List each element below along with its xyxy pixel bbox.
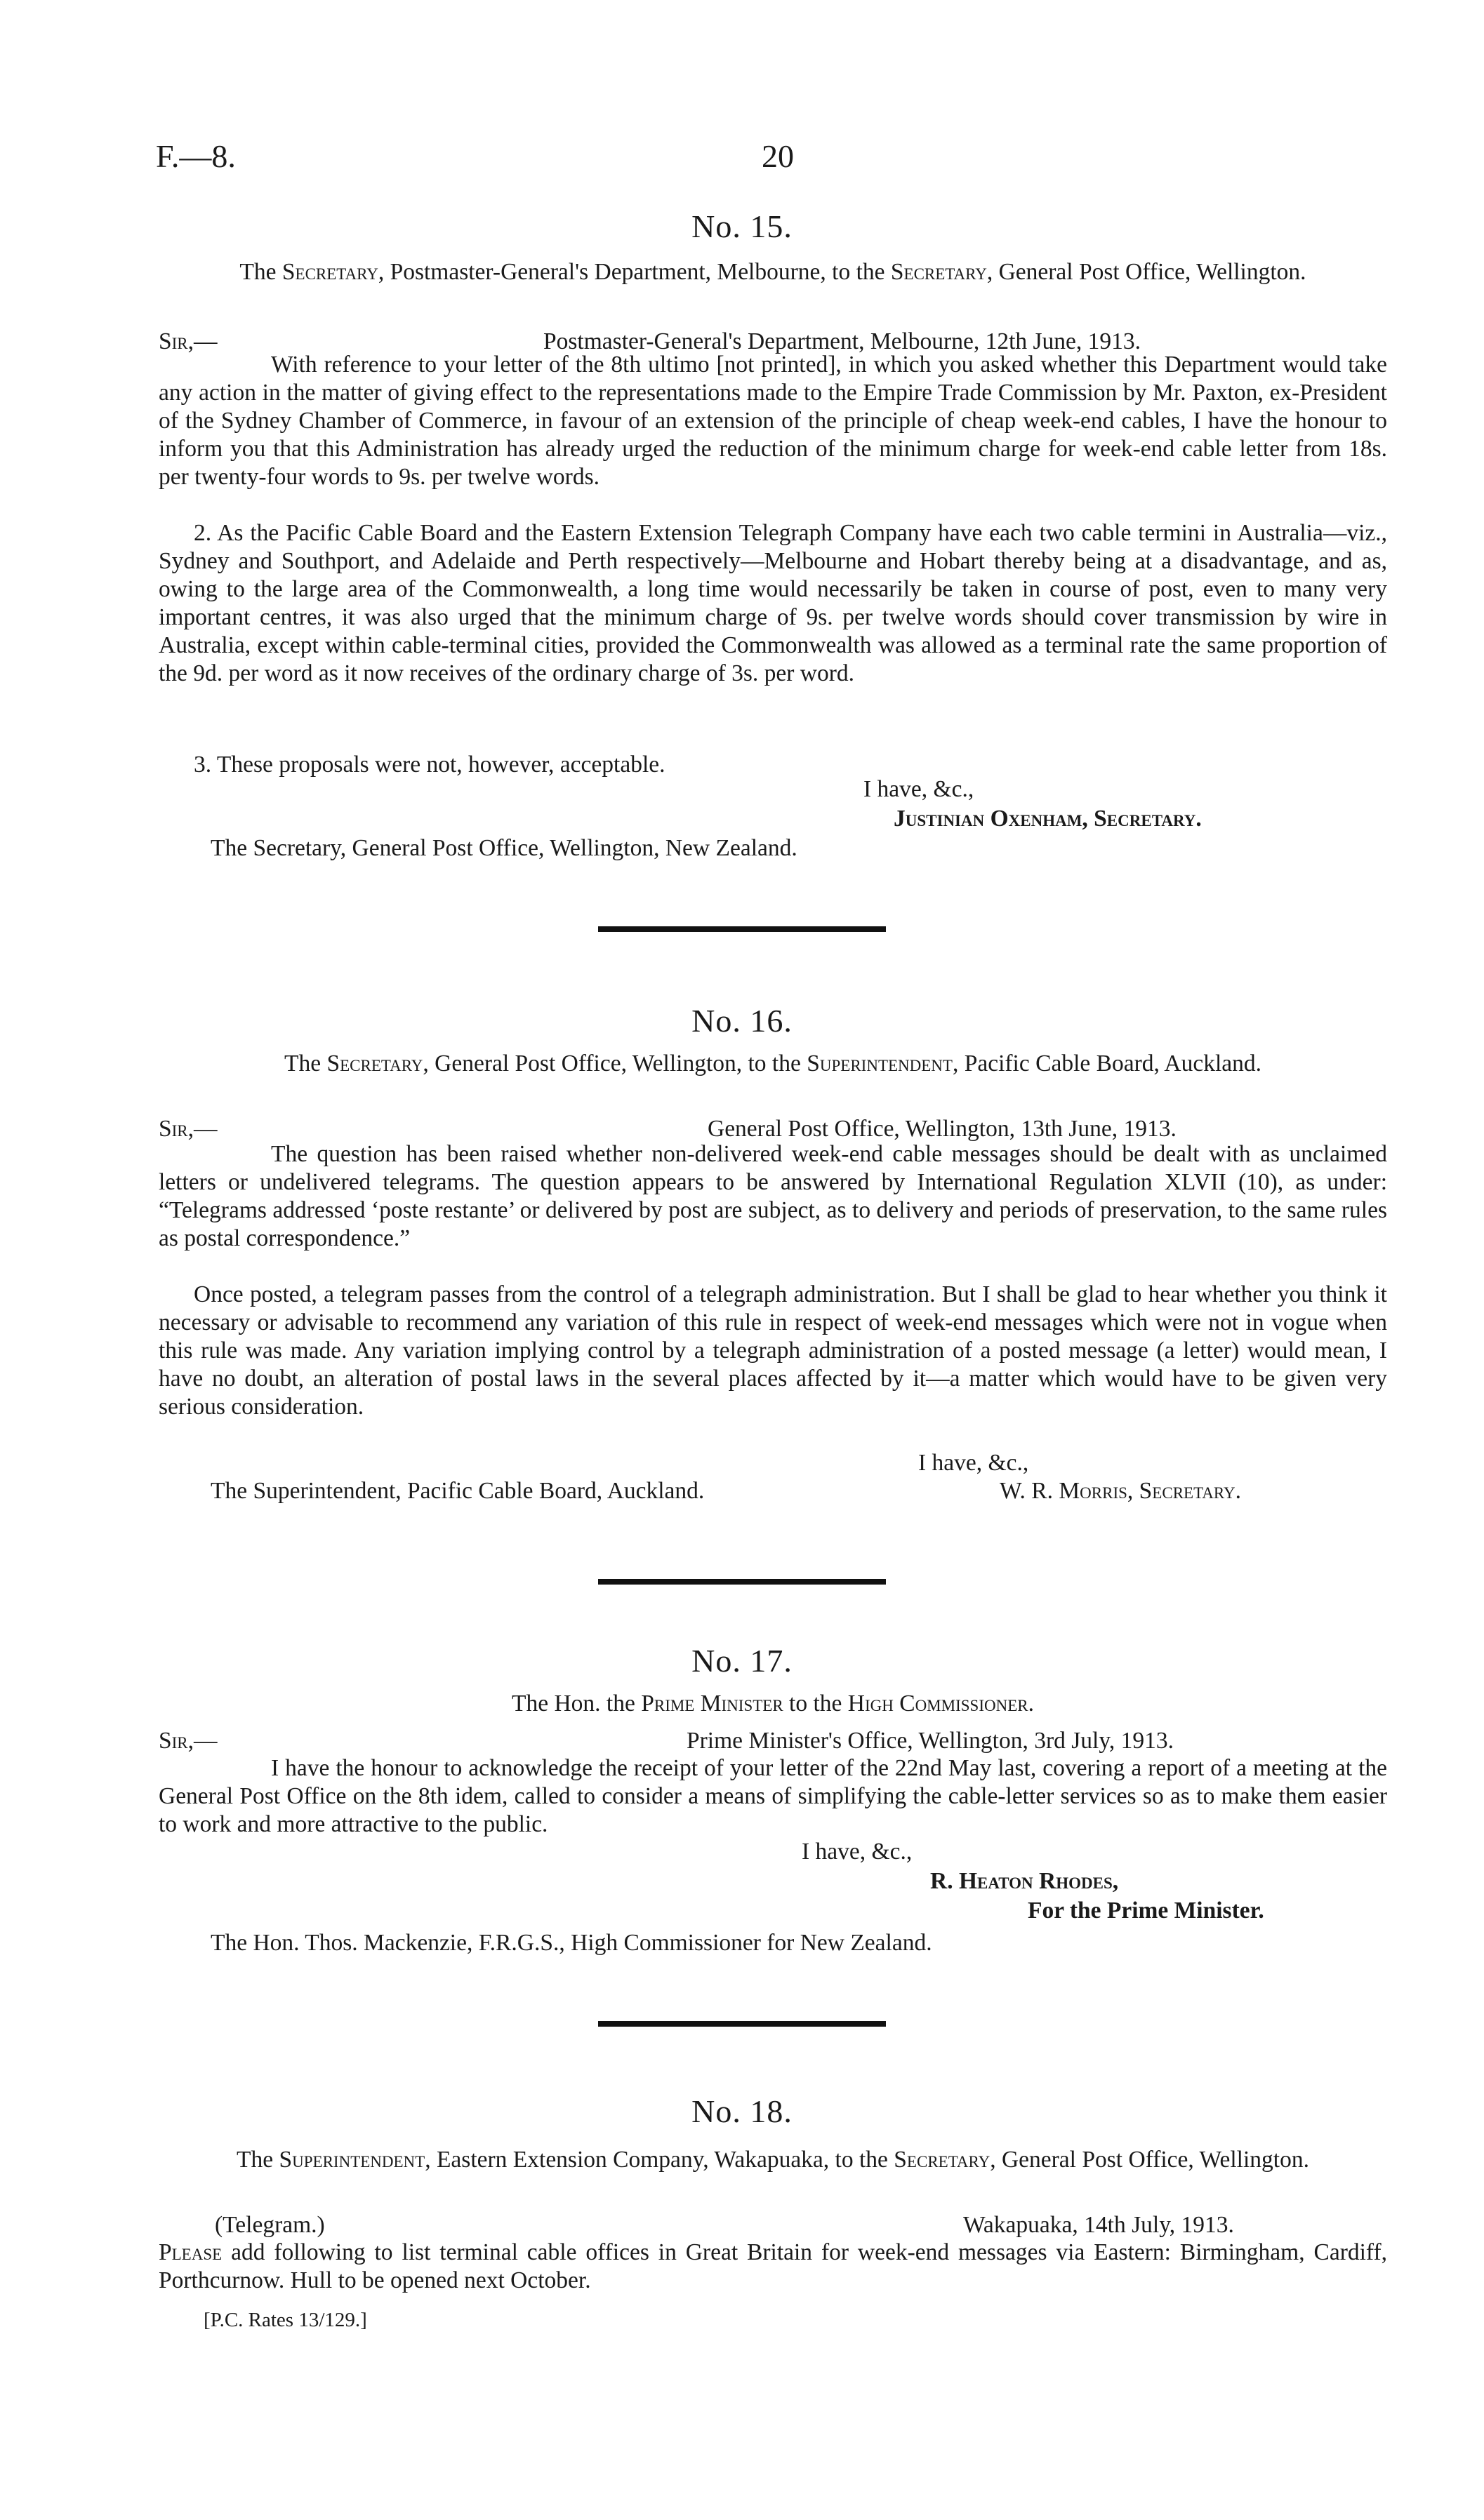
letter-17-addressee: The Hon. Thos. Mackenzie, F.R.G.S., High Commissioner for New Zealand. (211, 1930, 932, 1956)
letter-17-salutation: Sir,— (159, 1728, 218, 1754)
letter-16-paragraph-1: The question has been raised whether non-delivered week-end cable messages should be dealt with as unclaimed letters or undelivered telegrams. The question appears to be answered by International Regulation XLVII (10), as under: “Telegrams addressed ‘poste restante’ or delivered by post are subject, as to delivery and periods of preservation, to the same rules as postal correspondence.” (159, 1141, 1387, 1251)
letter-number-17: No. 17. (691, 1643, 793, 1679)
section-divider (598, 926, 886, 932)
letter-16-salutation: Sir,— (159, 1116, 218, 1142)
letter-16-paragraph-2: Once posted, a telegram passes from the control of a telegraph administration. But I shall be glad to hear whether you think it necessary or advisable to recommend any variation of this rule in respect of week-end messages which were not in vogue when this rule was made. Any variation implying control by a telegraph administration of a posted message (a letter) would mean, I have no doubt, an alteration of postal laws in the several places affected by it—a matter which would have to be given very serious consideration. (159, 1281, 1387, 1420)
letter-16-signature: W. R. Morris, Secretary. (1000, 1478, 1241, 1504)
letter-17-paragraph-1: I have the honour to acknowledge the receipt of your letter of the 22nd May last, covering a report of a meeting at the General Post Office on the 8th idem, called to consider a means of simplifying the cable-letter services so as to make them easier to work and more attractive to the public. (159, 1755, 1387, 1837)
letter-18-mode: (Telegram.) (215, 2212, 325, 2238)
section-divider (598, 2021, 886, 2027)
letter-17-address: The Hon. the Prime Minister to the High Commissioner. (512, 1691, 1034, 1716)
letter-15-closing: I have, &c., (863, 776, 974, 802)
letter-17-dateline: Prime Minister's Office, Wellington, 3rd July, 1913. (687, 1728, 1174, 1754)
letter-17-signature: R. Heaton Rhodes, (930, 1868, 1119, 1894)
letter-17-closing: I have, &c., (802, 1839, 913, 1865)
letter-15-salutation: Sir,— (159, 328, 218, 354)
letter-15-paragraph-1: With reference to your letter of the 8th ultimo [not printed], in which you asked whether this Department would take any action in the matter of giving effect to the representations made to the Empire Trade Commission by Mr. Paxton, ex-President of the Sydney Chamber of Commerce, in favour of an extension of the principle of cheap week-end cables, I have the honour to inform you that this Administration has already urged the reduction of the minimum charge for week-end cable letter from 18s. per twenty-four words to 9s. per twelve words. (159, 352, 1387, 490)
letter-15-dateline: Postmaster-General's Department, Melbourne, 12th June, 1913. (543, 328, 1141, 354)
letter-16-dateline: General Post Office, Wellington, 13th June, 1913. (708, 1116, 1177, 1142)
letter-18-reference: [P.C. Rates 13/129.] (204, 2309, 367, 2331)
section-divider (598, 1579, 886, 1585)
letter-16-addressee: The Superintendent, Pacific Cable Board, Auckland. (211, 1478, 705, 1504)
letter-15-paragraph-2: 2. As the Pacific Cable Board and the Eastern Extension Telegraph Company have each two cable termini in Australia—viz., Sydney and Southport, and Adelaide and Perth respectively—Melbourne and Hobart thereby being at a disadvantage, and as, owing to the large area of the Commonwealth, a long time would necessarily be taken in course of post, even to many very important centres, it was also urged that the minimum charge of 9s. per twelve words should cover transmission by wire in Australia, except within cable-terminal cities, provided the Commonwealth was allowed as a terminal rate the same proportion of the 9d. per word as it now receives of the ordinary charge of 3s. per word. (159, 520, 1387, 686)
letter-17-signature-role: For the Prime Minister. (1028, 1898, 1264, 1924)
letter-18-dateline: Wakapuaka, 14th July, 1913. (963, 2212, 1234, 2238)
letter-number-16: No. 16. (691, 1003, 793, 1039)
letter-15-signature: Justinian Oxenham, Secretary. (894, 806, 1202, 832)
letter-15-addressee: The Secretary, General Post Office, Wellington, New Zealand. (211, 835, 797, 861)
letter-18-address: The Superintendent, Eastern Extension Company, Wakapuaka, to the Secretary, General Post Office, Wellington. (237, 2147, 1309, 2173)
letter-15-paragraph-3: 3. These proposals were not, however, acceptable. (194, 752, 665, 778)
letter-number-15: No. 15. (691, 208, 793, 244)
page-header-reference: F.—8. (156, 138, 236, 174)
letter-number-18: No. 18. (691, 2093, 793, 2129)
letter-18-body: Please add following to list terminal cable offices in Great Britain for week-end messages via Eastern: Birmingham, Cardiff, Porthcurnow. Hull to be opened next October. (159, 2239, 1387, 2293)
page-number: 20 (762, 138, 794, 174)
letter-16-closing: I have, &c., (918, 1450, 1029, 1476)
letter-16-address: The Secretary, General Post Office, Wellington, to the Superintendent, Pacific Cable Board, Auckland. (284, 1051, 1261, 1076)
letter-15-address: The Secretary, Postmaster-General's Department, Melbourne, to the Secretary, General Post Office, Wellington. (239, 259, 1306, 285)
